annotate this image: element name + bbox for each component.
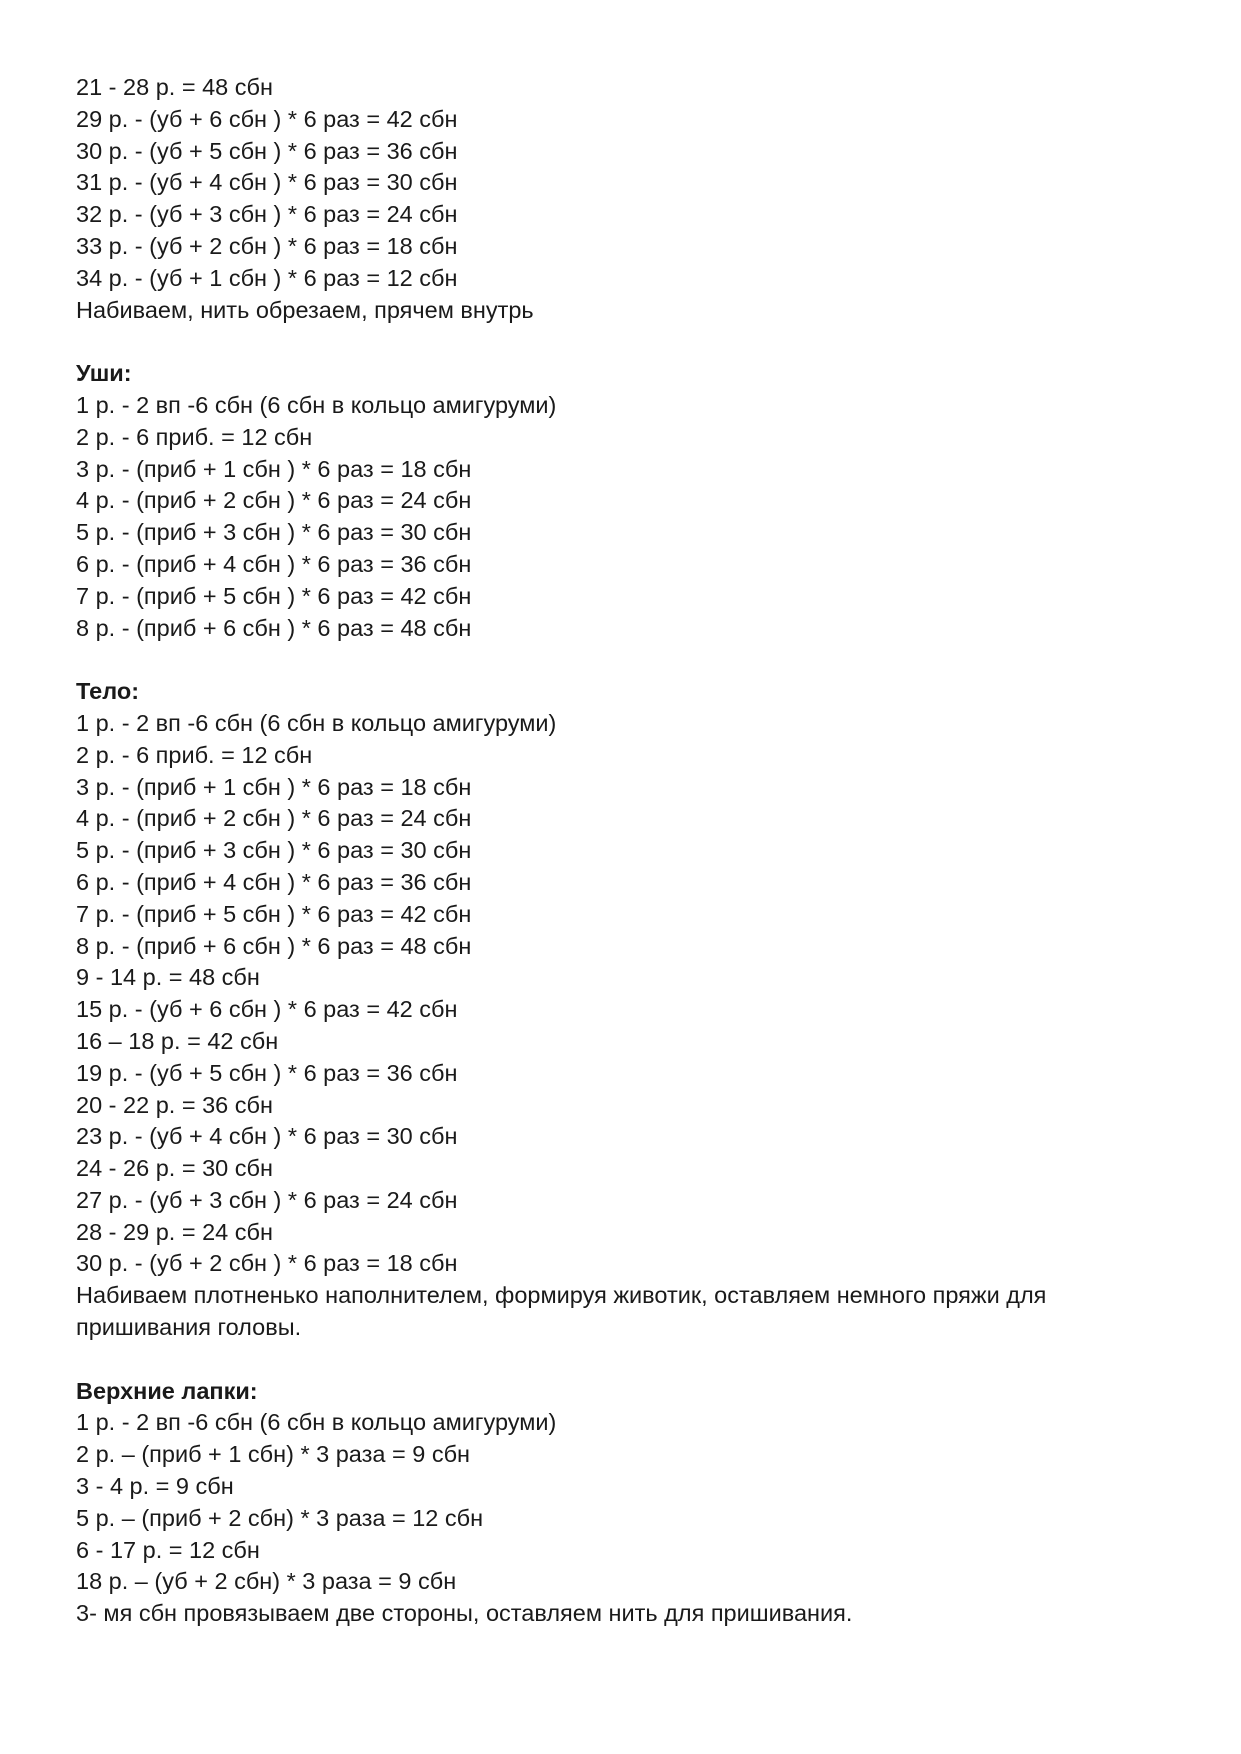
pattern-row: 1 р. - 2 вп -6 сбн (6 сбн в кольцо амигуруми) — [76, 709, 557, 736]
pattern-row: 9 - 14 р. = 48 сбн — [76, 964, 260, 991]
section-gap — [76, 644, 1176, 676]
pattern-row: 2 р. - 6 приб. = 12 сбн — [76, 423, 313, 450]
pattern-note: Набиваем, нить обрезаем, прячем внутрь — [76, 296, 534, 323]
pattern-row: 20 - 22 р. = 36 сбн — [76, 1091, 273, 1118]
pattern-row: 30 р. - (уб + 5 сбн ) * 6 раз = 36 сбн — [76, 137, 458, 164]
pattern-row: 7 р. - (приб + 5 сбн ) * 6 раз = 42 сбн — [76, 582, 472, 609]
pattern-row: 1 р. - 2 вп -6 сбн (6 сбн в кольцо амигуруми) — [76, 391, 557, 418]
pattern-row: 28 - 29 р. = 24 сбн — [76, 1218, 273, 1245]
pattern-row: 21 - 28 р. = 48 сбн — [76, 74, 273, 100]
pattern-row: 5 р. – (приб + 2 сбн) * 3 раза = 12 сбн — [76, 1504, 484, 1531]
pattern-row: 8 р. - (приб + 6 сбн ) * 6 раз = 48 сбн — [76, 614, 472, 641]
pattern-row: 16 – 18 р. = 42 сбн — [76, 1027, 279, 1054]
pattern-note: Набиваем плотненько наполнителем, формируя животик, оставляем немного пряжи для — [76, 1282, 1047, 1309]
pattern-row: 3 - 4 р. = 9 сбн — [76, 1473, 234, 1500]
body-heading: Тело: — [76, 678, 140, 705]
pattern-row: 5 р. - (приб + 3 сбн ) * 6 раз = 30 сбн — [76, 519, 472, 546]
pattern-row: 4 р. - (приб + 2 сбн ) * 6 раз = 24 сбн — [76, 487, 472, 514]
pattern-row: 2 р. – (приб + 1 сбн) * 3 раза = 9 сбн — [76, 1441, 471, 1468]
pattern-row: 32 р. - (уб + 3 сбн ) * 6 раз = 24 сбн — [76, 201, 458, 228]
ears-heading: Уши: — [76, 360, 132, 387]
ears-section — [76, 358, 1176, 644]
pattern-row: 7 р. - (приб + 5 сбн ) * 6 раз = 42 сбн — [76, 900, 472, 927]
pattern-row: 33 р. - (уб + 2 сбн ) * 6 раз = 18 сбн — [76, 232, 458, 259]
pattern-row: 2 р. - 6 приб. = 12 сбн — [76, 741, 313, 768]
pattern-row: 27 р. - (уб + 3 сбн ) * 6 раз = 24 сбн — [76, 1186, 458, 1213]
body-section — [76, 676, 1176, 1344]
pattern-note: 3- мя сбн провязываем две стороны, оставляем нить для пришивания. — [76, 1600, 853, 1627]
pattern-row: 8 р. - (приб + 6 сбн ) * 6 раз = 48 сбн — [76, 932, 472, 959]
pattern-note: пришивания головы. — [76, 1314, 302, 1341]
pattern-row: 3 р. - (приб + 1 сбн ) * 6 раз = 18 сбн — [76, 773, 472, 800]
pattern-row: 18 р. – (уб + 2 сбн) * 3 раза = 9 сбн — [76, 1568, 457, 1595]
pattern-row: 19 р. - (уб + 5 сбн ) * 6 раз = 36 сбн — [76, 1059, 458, 1086]
pattern-row: 23 р. - (уб + 4 сбн ) * 6 раз = 30 сбн — [76, 1123, 458, 1150]
pattern-row: 15 р. - (уб + 6 сбн ) * 6 раз = 42 сбн — [76, 996, 458, 1023]
pattern-row: 4 р. - (приб + 2 сбн ) * 6 раз = 24 сбн — [76, 805, 472, 832]
head-tail-section — [76, 72, 1176, 326]
document-page — [76, 72, 1176, 1630]
pattern-row: 31 р. - (уб + 4 сбн ) * 6 раз = 30 сбн — [76, 169, 458, 196]
upper-paws-section — [76, 1376, 1176, 1630]
pattern-row: 6 - 17 р. = 12 сбн — [76, 1536, 260, 1563]
upper-paws-heading: Верхние лапки: — [76, 1377, 258, 1404]
pattern-row: 1 р. - 2 вп -6 сбн (6 сбн в кольцо амигуруми) — [76, 1409, 557, 1436]
pattern-row: 29 р. - (уб + 6 сбн ) * 6 раз = 42 сбн — [76, 105, 458, 132]
section-gap — [76, 1344, 1176, 1376]
pattern-row: 3 р. - (приб + 1 сбн ) * 6 раз = 18 сбн — [76, 455, 472, 482]
pattern-row: 24 - 26 р. = 30 сбн — [76, 1155, 273, 1182]
pattern-row: 6 р. - (приб + 4 сбн ) * 6 раз = 36 сбн — [76, 550, 472, 577]
pattern-row: 5 р. - (приб + 3 сбн ) * 6 раз = 30 сбн — [76, 837, 472, 864]
pattern-row: 6 р. - (приб + 4 сбн ) * 6 раз = 36 сбн — [76, 868, 472, 895]
pattern-row: 30 р. - (уб + 2 сбн ) * 6 раз = 18 сбн — [76, 1250, 458, 1277]
pattern-row: 34 р. - (уб + 1 сбн ) * 6 раз = 12 сбн — [76, 264, 458, 291]
section-gap — [76, 326, 1176, 358]
